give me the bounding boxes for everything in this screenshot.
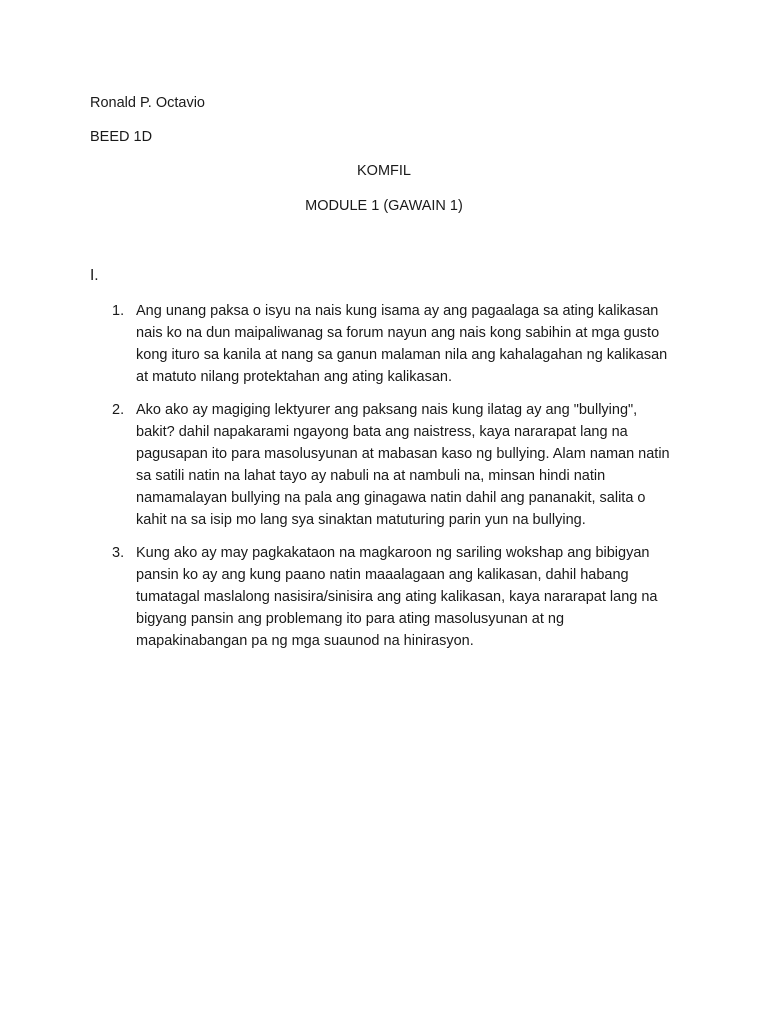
list-item [90, 542, 690, 652]
course-section: BEED 1D [90, 129, 153, 145]
answer-list [90, 300, 690, 663]
list-item [90, 300, 690, 388]
list-item-text: Ako ako ay magiging lektyurer ang paksang nais kung ilatag ay ang "bullying", bakit? dahil napakarami ngayong bata ang naistress, kaya nararapat lang na pagusapan ito para masolusyunan at mabasan kaso ng bullying. Alam naman natin sa satili natin na lahat tayo ay nabuli na at nambuli na, minsan hindi natin namamalayan bullying na pala ang ginagawa natin dahil ang pananakit, salita o kahit na sa isip mo lang sya sinaktan matuturing parin yun na bullying. [136, 402, 670, 528]
list-item-number: 3. [112, 545, 125, 561]
section-label: I. [90, 267, 99, 284]
list-item-text: Kung ako ay may pagkakataon na magkaroon ng sariling wokshap ang bibigyan pansin ko ay ang kung paano natin maaalagaan ang kalikasan, dahil habang tumatagal maslalong nasisira/sinisira ang ating kalikasan, kaya nararapat lang na bigyang pansin ang problemang ito para ating masolusyunan at ng mapakinabangan pa ng mga suaunod na hinirasyon. [136, 545, 658, 649]
subject-title: KOMFIL [357, 163, 411, 179]
author-name: Ronald P. Octavio [90, 95, 205, 111]
list-item-number: 1. [112, 303, 125, 319]
list-item-number: 2. [112, 402, 125, 418]
list-item-text: Ang unang paksa o isyu na nais kung isama ay ang pagaalaga sa ating kalikasan nais ko na dun maipaliwanag sa forum nayun ang nais kong sabihin at mga gusto kong ituro sa kanila at nang sa ganun malaman nila ang kahalagahan ng kalikasan at matuto nilang protektahan ang ating kalikasan. [136, 303, 668, 385]
list-item [90, 399, 690, 531]
module-title: MODULE 1 (GAWAIN 1) [305, 198, 463, 214]
